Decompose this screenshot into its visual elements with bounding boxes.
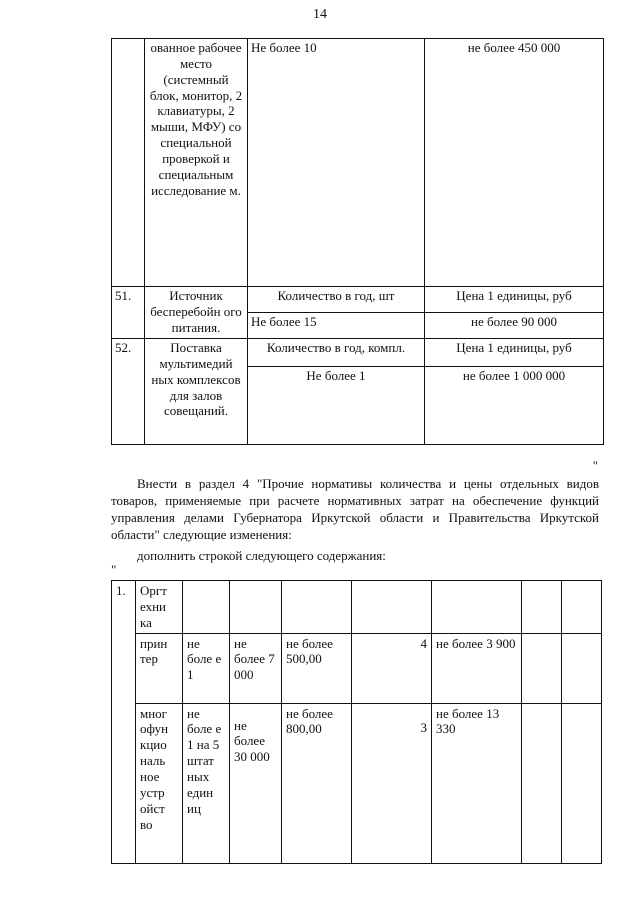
price-header-cell: Цена 1 единицы, руб [425,287,604,313]
cost-cell: не более 800,00 [282,703,352,863]
price-cell: не более 450 000 [425,39,604,287]
empty-cell [562,581,602,634]
empty-cell [432,581,522,634]
limit-cell: не боле е 1 на 5 штат ных един иц [183,703,230,863]
quantity-cell: Не более 15 [248,313,425,339]
table-row [112,633,602,703]
price-cell: не более 1 000 000 [425,367,604,445]
quantity-header-cell: Количество в год, компл. [248,339,425,367]
quantity-cell: Не более 10 [248,39,425,287]
cost-cell: не более 500,00 [282,633,352,703]
amendment-paragraph: Внести в раздел 4 "Прочие нормативы количества и цены отдельных видов товаров, применяемые при расчете нормативных затрат на обеспечение функций управления делами Губернатора Иркутской области и Правительства Иркутской области" следующие изменения: [111,476,599,542]
price-limit-cell: не более 30 000 [230,703,282,863]
table-row [112,703,602,863]
quantity-cell: Не более 1 [248,367,425,445]
closing-quote: " [592,458,598,473]
norms-table-continued [111,38,604,445]
empty-cell [562,633,602,703]
empty-cell [562,703,602,863]
limit-cell: не боле е 1 [183,633,230,703]
empty-cell [522,581,562,634]
item-name-cell: Поставка мультимедий ных комплексов для залов совещаний. [145,339,248,445]
price-header-cell: Цена 1 единицы, руб [425,339,604,367]
row-number-cell: 52. [112,339,145,445]
count-cell: 4 [352,633,432,703]
item-name-cell: ованное рабочее место (системный блок, монитор, 2 клавиатуры, 2 мыши, МФУ) со специальной проверкой и специальным исследование м. [145,39,248,287]
row-number-cell: 51. [112,287,145,339]
quantity-header-cell: Количество в год, шт [248,287,425,313]
total-cell: не более 13 330 [432,703,522,863]
empty-cell [522,703,562,863]
empty-cell [282,581,352,634]
page-number: 14 [313,7,327,22]
empty-cell [183,581,230,634]
row-number-cell: 1. [112,581,136,864]
item-name-cell: Источник бесперебойн ого питания. [145,287,248,339]
empty-cell [352,581,432,634]
item-name-cell: прин тер [136,633,183,703]
amendment-instruction: дополнить строкой следующего содержания: [137,548,386,563]
price-cell: не более 90 000 [425,313,604,339]
price-limit-cell: не более 7 000 [230,633,282,703]
empty-cell [230,581,282,634]
table-row [112,339,604,367]
total-cell: не более 3 900 [432,633,522,703]
norms-table-new-row [111,580,602,864]
item-name-cell: мног офун кцио наль ное устр ойст во [136,703,183,863]
category-cell: Оргт ехни ка [136,581,183,634]
table-row [112,39,604,287]
row-number-cell [112,39,145,287]
table-row [112,287,604,313]
opening-quote: " [111,562,117,577]
table-row [112,581,602,634]
empty-cell [522,633,562,703]
count-cell: 3 [352,703,432,863]
